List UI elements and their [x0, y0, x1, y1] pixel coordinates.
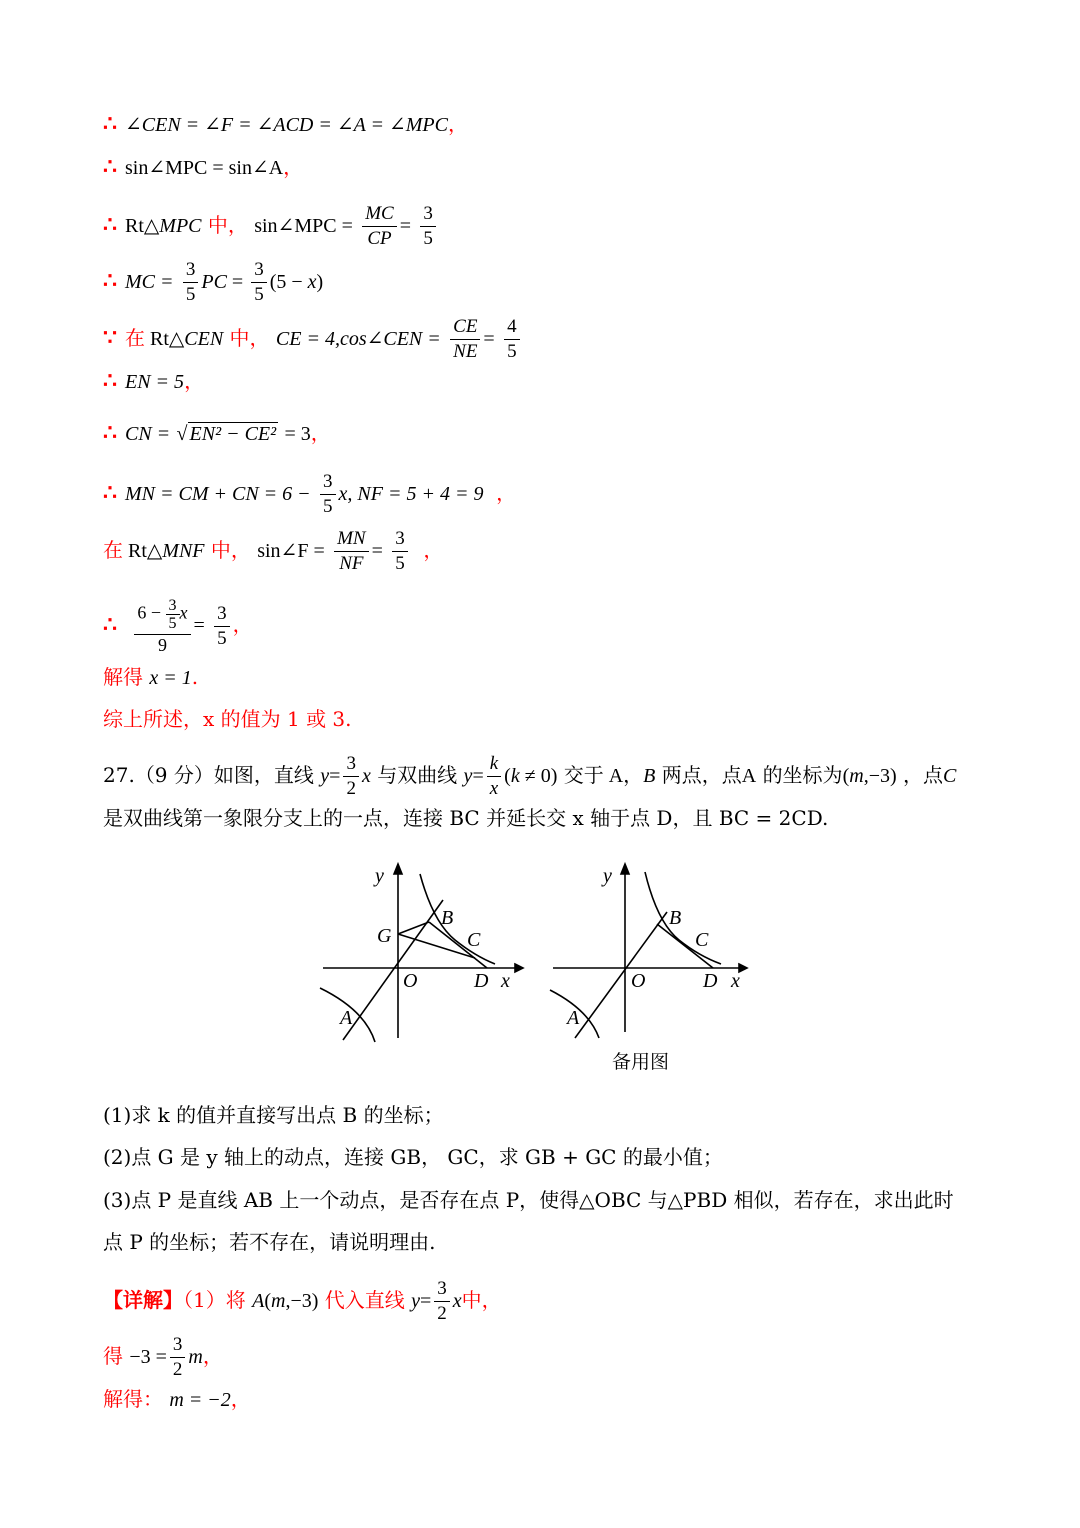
hyperbola-q1: [420, 874, 495, 964]
problem-text: 两点，点: [661, 763, 742, 787]
solution-line-1: ∴ ∠CEN = ∠F = ∠ACD = ∠A = ∠MPC，: [103, 111, 468, 137]
m-result: m = −2: [169, 1389, 231, 1411]
therefore-symbol: ∴: [103, 268, 117, 294]
en-value: EN = 5: [125, 371, 185, 393]
solution-line-11: 解得 x = 1.: [103, 665, 199, 689]
solution-line-4: ∴ MC = $\frac{3}{5}$ PC = $\frac{3}{5}$ (5 − x): [103, 259, 324, 305]
question-2: (2)点 G 是 y 轴上的动点，连接 GB， GC，求 GB + GC 的最小值；: [103, 1145, 723, 1169]
detail-step-1: 【详解】（1）将 A(m,−3) 代入直线 y= $\frac{3}{2}$ x中，: [103, 1278, 502, 1324]
problem-text: ，点: [903, 763, 943, 787]
fraction-3-5: $\frac{3}{5}$: [183, 258, 199, 307]
therefore-symbol: ∴: [103, 480, 117, 506]
solution-line-3: ∴ Rt△MPC 中， sin∠MPC = $\frac{MC}{CP}$ = $\frac{3}{5}$: [103, 202, 439, 251]
solution-line-6: ∴ EN = 5，: [103, 368, 205, 394]
figure-label: D: [703, 970, 718, 992]
sinf-expression: sin∠F =: [257, 540, 325, 562]
detail-text: 代入直线: [324, 1288, 405, 1312]
mc-expression: MC =: [125, 271, 174, 293]
figure-label: B: [441, 907, 454, 929]
solution-line-8: ∴ MN = CM + CN = 6 − $\frac{3}{5}$ x, NF = 5 + 4 = 9 ，: [103, 471, 517, 517]
fraction-3-5: $\frac{3}{5}$: [251, 258, 267, 307]
figure-label: y: [603, 865, 612, 887]
fraction-mn-nf: $\frac{MN}{NF}$: [334, 527, 369, 576]
solution-conclusion: 综上所述，x 的值为 1 或 3.: [103, 707, 352, 731]
detail-text: （1）将: [183, 1288, 246, 1312]
therefore-symbol: ∴: [103, 611, 117, 638]
therefore-symbol: ∴: [103, 420, 117, 446]
detail-text: 中，: [461, 1288, 502, 1312]
solution-line-10: ∴ 6 − $\frac{3}{5}$ x 9 = $\frac{3}{5}$ ，: [103, 597, 253, 655]
zh-text: 中，: [210, 538, 251, 562]
figure-label: O: [403, 970, 418, 992]
solution-line-5: ∵ 在 Rt△CEN 中， CE = 4,cos∠CEN = $\frac{CE}{NE}$ = $\frac{4}{5}$: [103, 315, 523, 364]
angle-equality: ∠CEN = ∠F = ∠ACD = ∠A = ∠MPC: [125, 114, 448, 136]
line-ab: [343, 900, 443, 1040]
problem-text: 与双曲线: [377, 763, 458, 787]
figure-label: A: [567, 1007, 580, 1029]
because-symbol: ∵: [103, 325, 117, 351]
problem-27-line-2: 是双曲线第一象限分支上的一点，连接 BC 并延长交 x 轴于点 D，且 BC = 2CD.: [103, 806, 829, 830]
figure-label: G: [377, 925, 392, 947]
backup-figure: [545, 860, 755, 1045]
fraction-3-5: $\frac{3}{5}$: [392, 527, 408, 576]
y-axis-arrow: [621, 864, 629, 874]
ce-cos-expression: CE = 4,cos∠CEN =: [275, 328, 441, 350]
figure-label: x: [731, 970, 740, 992]
zh-text: 在: [103, 538, 123, 562]
question-3: (3)点 P 是直线 AB 上一个动点，是否存在点 P，使得△OBC 与△PBD 相似，若存在，求出此时: [103, 1188, 954, 1212]
problem-number: 27.: [103, 763, 135, 787]
fraction-mc-cp: $\frac{MC}{CP}$: [362, 202, 397, 251]
solution-line-9: 在 Rt△MNF 中， sin∠F = $\frac{MN}{NF}$ = $\frac{3}{5}$ ，: [103, 528, 444, 574]
zh-text: 中，: [229, 326, 270, 350]
figure-label: C: [467, 929, 481, 951]
solve-label: 解得: [103, 665, 143, 689]
nf-expression: x, NF = 5 + 4 = 9: [338, 483, 484, 505]
therefore-symbol: ∴: [103, 368, 117, 394]
radicand: EN² − CE²: [189, 423, 277, 445]
solution-line-2: ∴ sin∠MPC = sin∠A，: [103, 154, 304, 180]
fraction-3-2: $\frac{3}{2}$: [434, 1277, 450, 1326]
fraction-3-5: $\frac{3}{5}$: [420, 202, 436, 251]
figure-label: y: [375, 865, 384, 887]
problem-text: 的坐标为: [762, 763, 843, 787]
problem-text: 交于: [563, 763, 604, 787]
x-axis-arrow: [739, 964, 747, 972]
figure-label: x: [501, 970, 510, 992]
detail-text: 解得：: [103, 1387, 163, 1411]
figure-label: B: [669, 907, 682, 929]
fraction-k-x: $\frac{k}{x}$: [487, 752, 501, 801]
fraction-3-5: $\frac{3}{5}$: [214, 602, 230, 651]
sin-expression: sin∠MPC =: [254, 215, 353, 237]
figure-label: C: [695, 929, 709, 951]
nested-fraction: 6 − $\frac{3}{5}$ x 9: [134, 597, 190, 655]
figure-label: D: [474, 970, 489, 992]
problem-score: （9 分）: [134, 763, 214, 787]
figure-label: O: [631, 970, 646, 992]
fraction-ce-ne: $\frac{CE}{NE}$: [450, 315, 480, 364]
solution-line-7: ∴ CN = √ EN² − CE² = 3，: [103, 420, 331, 446]
question-3-cont: 点 P 的坐标；若不存在，请说明理由.: [103, 1230, 436, 1254]
line-gb: [398, 922, 429, 934]
fraction-3-2: $\frac{3}{2}$: [343, 752, 359, 801]
fraction-3-2: $\frac{3}{2}$: [170, 1333, 186, 1382]
detail-tag: 【详解】: [103, 1288, 183, 1312]
fraction-3-5: $\frac{3}{5}$: [320, 470, 336, 519]
therefore-symbol: ∴: [103, 154, 117, 180]
question-1: (1)求 k 的值并直接写出点 B 的坐标；: [103, 1103, 444, 1127]
line-ab: [575, 912, 667, 1038]
x-axis-arrow: [515, 964, 523, 972]
zh-text: 在: [125, 326, 145, 350]
sin-equality: sin∠MPC = sin∠A: [125, 157, 284, 179]
problem-27-line-1: 27.（9 分）如图，直线 y= $\frac{3}{2}$ x 与双曲线 y= $\frac{k}{x}$ (k ≠ 0) 交于 A，B 两点，点A 的坐标为(m,−3) ，点C: [103, 753, 957, 799]
detail-equation: −3 =: [129, 1346, 167, 1368]
main-figure: [315, 860, 525, 1045]
fraction-4-5: $\frac{4}{5}$: [504, 315, 520, 364]
problem-text: 如图，直线: [213, 763, 314, 787]
therefore-symbol: ∴: [103, 212, 117, 238]
figure-label: A: [340, 1007, 353, 1029]
cn-expression: CN =: [125, 423, 171, 445]
detail-text: 得: [103, 1344, 123, 1368]
zh-text: 中，: [207, 213, 248, 237]
detail-step-2: 得 −3 = $\frac{3}{2}$ m，: [103, 1334, 223, 1380]
cn-result: = 3: [284, 423, 311, 445]
x-result: x = 1: [149, 667, 192, 689]
hyperbola-q1: [645, 872, 721, 964]
y-axis-arrow: [394, 864, 402, 874]
figure-caption: 备用图: [612, 1051, 670, 1073]
detail-step-3: 解得： m = −2，: [103, 1387, 251, 1411]
therefore-symbol: ∴: [103, 111, 117, 137]
mn-expression: MN = CM + CN = 6 −: [125, 483, 311, 505]
